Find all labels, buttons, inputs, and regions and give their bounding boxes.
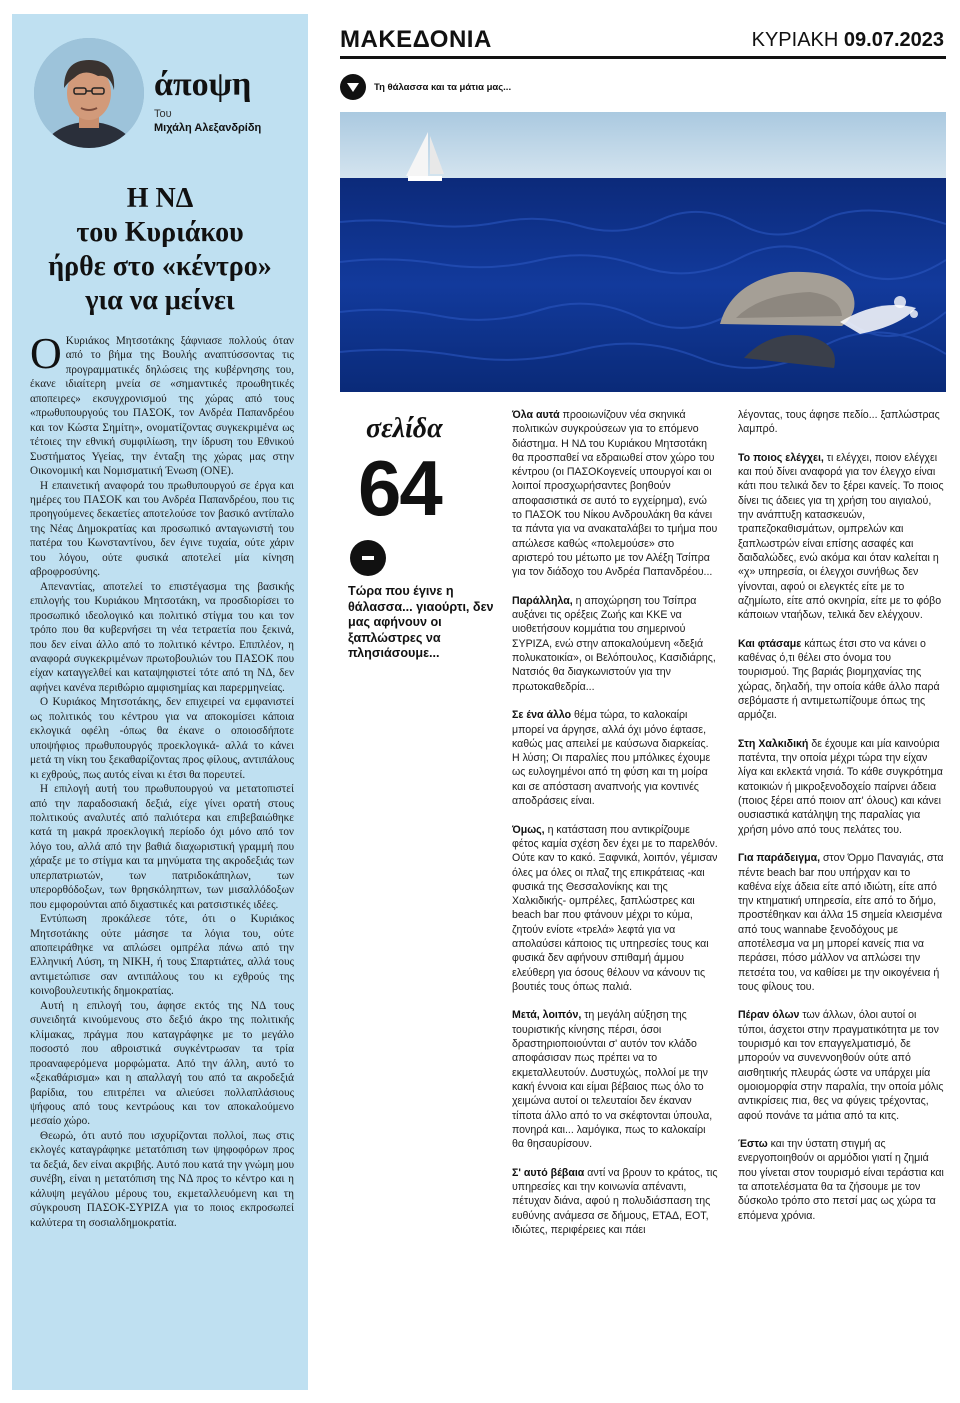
paragraph-lead: Για παράδειγμα, [738,852,821,865]
column-paragraph [512,708,718,808]
column-paragraph [738,408,944,437]
issue-day: ΚΥΡΙΑΚΗ [751,29,839,51]
paragraph-lead: Σε ένα άλλο [512,709,572,722]
column-paragraph [512,594,718,694]
paragraph-lead: Παράλληλα, [512,594,573,607]
paragraph-text: η αποχώρηση του Τσίπρα αυξάνει τις ορέξεις Ζωής και ΚΚΕ να υιοθετήσουν κομμάτια του σημερινού ΣΥΡΙΖΑ, ενώ στην αποκαλούμενη «δεξιά πολυκατοικία», οι Βελόπουλος, Κασιδιάρης, Νατσιός θα διαγκωνιστούν για την πρωτοκαθεδρία... [512,594,716,693]
section-label: άποψη [154,66,252,103]
column-paragraph [738,1137,944,1223]
paragraph-text: των άλλων, όλοι αυτοί οι τύποι, άσχετοι στην πραγματικότητα με τον τουρισμό και τον επαγγελματισμό, δε μπορούν να συνεννοηθούν ούτε από αισθητικής πλευράς ώστε να υπάρχει μία ομοιομορφία στην παραλία, την οποία μόλις αντικρίσεις πια, θες να φύγεις τρέχοντας, αφού πονάνε τα μάτια από τα κιτς. [738,1009,944,1122]
body-paragraph: Η επιλογή αυτή του πρωθυπουργού να μετατοπιστεί από την παραδοσιακή δεξιά, είχε γίνει ορατή στους πολιτικούς αναλυτές από παλιότερα και επιβεβαιώθηκε κατά τη μακρά προεκλογική περίοδο όχι μόνο από τον λόγο του, αλλά από την βαθιά διαχωριστική γραμμή που χάραξε με το στίγμα και τα μηνύματα της ακροδεξιάς των υπερπατριωτών, των πατριδοκάπηλων, των υπερορθόδοξων, των θρησκόληπτων, των μισαλλόδοξων που εμφορούνται από διχαστικές και ρατσιστικές ιδέες. [30,783,294,911]
paragraph-lead: Μετά, λοιπόν, [512,1009,582,1022]
body-paragraph: Η επαινετική αναφορά του πρωθυπουργού σε έργα και ημέρες του ΠΑΣΟΚ και του Ανδρέα Παπανδρέου, που τις προηγούμενες δεκαετίες αποτελούσε τον βασικό αντίπαλο της Νέας Δημοκρατίας και προσωπικό ανταγωνιστή του πατέρα του Κωνσταντίνου, δεν έγινε τυχαία, ούτε χάριν του λόγου, ούτε φυσικά αποτελεί μία κίνηση αβροφροσύνης. [30,479,294,579]
headline-line: του Κυριάκου [76,217,244,248]
column-paragraph [738,737,944,837]
page-word: σελίδα [366,413,443,444]
sea-photo [340,112,946,392]
body-paragraph: Ο Κυριάκος Μητσοτάκης, δεν επιχειρεί να εμφανιστεί ως πολιτικός του κέντρου για να αποκομίσει κάποια εκλογικά οφέλη -όπως θα έκανε ο οποιοσδήποτε υποψήφιος πρωθυπουργός προεκλογικά- αλλά το κάνει μετά τη νίκη του ξεκαθαρίζοντας προς φίλους, αντιπάλους κι εχθρούς, πως αυτός είναι κι έτσι θα πορευτεί. [30,696,294,781]
column-paragraph [738,451,944,623]
paragraph-lead: Και φτάσαμε [738,637,802,650]
photo-caption: Τη θάλασσα και τα μάτια μας... [374,82,512,93]
body-paragraph: Εντύπωση προκάλεσε τότε, ότι ο Κυριάκος Μητσοτάκης ούτε μάσησε τα λόγια του, ούτε αποπειράθηκε να απλώσει ομπρέλα πάνω από την Ελληνική Λύση, τη ΝΙΚΗ, ή τους Σπαρτιάτες, αλλά τους αντιμετώπισε σαν αντιπάλους του κι εχθρούς της κοινοβουλευτικής δημοκρατίας. [30,913,294,998]
paragraph-text: λέγοντας, τους άφησε πεδίο... ξαπλώστρας λαμπρό. [738,409,940,436]
paragraph-text: δε έχουμε και μία καινούρια πατέντα, την οποία μέχρι τώρα την είχαν λίγα και εκλεκτά νησιά. Το κάθε συγκρότημα κατοικιών ή μικροξενοδοχείο παίρνει άδεια (ποιος ξέρει από ποιον απ' όλους) και κάνει ουσιαστικά κατάληψη της παραλίας για χρήση μόνο από τους πελάτες του. [738,737,943,836]
author-name: Μιχάλη Αλεξανδρίδη [154,122,262,134]
paragraph-text: και την ύστατη στιγμή ας ενεργοποιηθούν οι αρμόδιοι γιατί η ζημιά που γίνεται στον τουρισμό είναι τεράστια και τα αποτελέσματα θα τα ζήσουμε με τον δύσκολο τρόπο στο πετσί μας ως χώρα τα επόμενα χρόνια. [738,1138,944,1222]
column-paragraph [512,823,718,995]
paragraph-text: κάπως έτσι στο να κάνει ο καθένας ό,τι θέλει στο όνομα του τουρισμού. Της βαριάς βιομηχανίας της χώρας, δηλαδή, την οποία κάθε άλλο παρά σεβόμαστε ή αντιμετωπίζουμε όπως της αρμόζει. [738,637,940,722]
paragraph-text: θέμα τώρα, το καλοκαίρι μπορεί να άργησε, αλλά όχι μόνο έφτασε, καθώς μας απειλεί με καύσωνα διαρκείας. Η λύση; Οι παραλίες που μπόλικες έχουμε ως ευλογημένοι από τη φύση και τη μοίρα και σε απόσταση αναπνοής για κοντινές αποδράσεις είναι. [512,709,711,808]
triangle-down-icon [340,74,366,100]
opinion-body [30,329,294,1230]
column-middle [512,408,718,1252]
body-paragraph: Αυτή η επιλογή του, άφησε εκτός της ΝΔ τους συνειδητά κινούμενους στο δεξιό άκρο της πολιτικής κλίμακας, πράγμα που καταγράφηκε με το μεγάλο ποσοστό που αθροιστικά συγκέντρωσαν τα τρία προαναφερόμενα μορφώματα. Από την άλλη, αυτό το «ξεκαθάρισμα» και η απαλλαγή του από τα ακροδεξιά βαρίδια, του επιτρέπει να αλιεύσει πολλαπλάσιους ψήφους από τους κεντρώους και τον αποκαλούμενο μεσαίο χώρο. [30,999,294,1128]
headline-line: ήρθε στο «κέντρο» [48,251,272,282]
author-photo-icon [34,38,144,148]
paragraph-lead: Στη Χαλκιδική [738,737,809,750]
paragraph-text: τι ελέγχει, ποιον ελέγχει και πού δίνει αναφορά για τον έλεγχο είναι κάτι που τελικά δεν το ξέρει κανείς. Το ποιος δίνει τις άδειες για τη χρήση του αιγιαλού, την ανάπτυξη κατασκευών, τραπεζοκαθισμάτων, ομπρελών και ξαπλωστρών είναι επίσης ασαφές και δαιδαλώδες, ενώ ακόμα και όταν καλείται η «χ» υπηρεσία, οι έλεγχοι συνήθως δεν γίνονται, αφού οι ελεγκτές είτε με το αζημίωτο, είτε από οκνηρία, είτε με το φόβο κάποιων νταήδων, τελικά δεν ελέγχουν. [738,451,944,622]
paragraph-text: η κατάσταση που αντικρίζουμε φέτος καμία σχέση δεν έχει με το παρελθόν. Ούτε καν το κακό. Ξαφνικά, λοιπόν, γέμισαν όλες μα όλες οι πλαζ της επικράτειας -και φυσικά της Θεσσαλονίκης και της Χαλκιδικής- ομπρέλες, ξαπλώστρες και beach bar που φτάνουν μέχρι το κύμα, ζητούν ενίοτε «τρελά» λεφτά για να απολαύσει κάποιος τις υπηρεσίες τους και φυσικά δεν αφήνουν σπιθαμή άμμου ελεύθερη για όσους θέλουν να κάνουν τις βουτιές τους όπως παλιά. [512,823,718,993]
author-portrait [34,38,144,148]
column-paragraph [512,1166,718,1237]
paragraph-text: στον Όρμο Παναγιάς, στα πέντε beach bar που υπήρχαν και το καθένα είχε άδεια είτε από ιδιώτη, είτε από την κτηματική υπηρεσία, είτε από το δήμο, προστέθηκαν και άλλα 15 σημεία κλεισμένα από τους wannabe ξενοδόχους με αποτέλεσμα να μη μπορεί κανείς πια να περάσει, πόσο μάλλον να απλώσει την πετσέτα του, να καθίσει με την οικογένεια ή τους φίλους του. [738,852,944,993]
paragraph-text: αντί να βρουν το κράτος, τις υπηρεσίες και την κοινωνία απέναντι, πέτυχαν διάνα, αφού η πολυδιάσπαση της ευθύνης ανάμεσα σε δήμους, ΕΤΑΔ, ΕΟΤ, ιδιώτες, περιφέρειες και πάει [512,1166,718,1236]
body-paragraph: Απεναντίας, αποτελεί το επιστέγασμα της βασικής επιλογής του Κυριάκου Μητσοτάκη, να προσδιορίσει το προσωπικό ιδεολογικό και πολιτικό στίγμα του και τον τρόπο που θα κυβερνήσει τη νέα τετραετία που ξεκινά, που δεν είναι άλλο από το πολιτικό κέντρο. Επιπλέον, η αναφορά συγκεκριμένων πρωτοβουλιών του ΠΑΣΟΚ που είχαν καταγγελθεί και καταψηφιστεί τότε από τη ΝΔ, δεν αφήνει κανένα περιθώριο αμφισημίας και παρερμηνείας. [30,580,294,694]
page-number: 64 [358,444,441,532]
paragraph-lead: Το ποιος ελέγχει, [738,451,824,464]
headline-line: Η ΝΔ [126,183,194,214]
column-right [738,408,944,1237]
paragraph-text: προοιωνίζουν νέα σκηνικά πολιτικών συγκρούσεων για το επόμενο διάστημα. Η ΝΔ του Κυριάκου Μητσοτάκη θα προσπαθεί να εδραιωθεί στον χώρο του κέντρου (οι ΠΑΣΟΚογενείς υπουργοί και οι λοιποί προσχωρήσαντες βοηθούν αποφασιστικά σε αυτό το εγχείρημα), ενώ το ΠΑΣΟΚ του Νίκου Ανδρουλάκη θα κάνει τα πάντα για να ανακαταλάβει το τμήμα που απώλεσε καθώς «πολεμούσε» στο αριστερό του μέτωπο με τον Αλέξη Τσίπρα για τον διάδοχο του Ανδρέα Παπανδρέου... [512,409,718,579]
page-number-box [340,405,485,535]
issue-date [752,29,944,52]
headline-line: για να μείνει [85,285,235,316]
byline-prefix: Του [154,108,172,120]
paragraph-text: Κυριάκος Μητσοτάκης ξάφνιασε πολλούς όταν από το βήμα της Βουλής αναπτύσσοντας τις προγραμματικές δηλώσεις της κυβέρνησης του, έκανε ιδιαίτερη μνεία σε «σημαντικές προωθητικές αποπειρες» εκσυγχρονισμού της χώρας από τους «πρωθυπουργούς του ΠΑΣΟΚ, τον Ανδρέα Παπανδρέου και τον Κώστα Σημίτη», ονοματίζοντας συγκεκριμένα ως τέτοιες την εθνική συμφιλίωση, την ίδρυση του Εθνικού Συστήματος Υγείας, την ένταξη της χώρας μας στην Οικονομική και Νομισματική Ένωση (ΟΝΕ). [30,335,294,478]
body-paragraph [30,329,294,479]
minus-circle-icon [350,540,386,576]
column-paragraph [738,851,944,994]
body-paragraph: Θεωρώ, ότι αυτό που ισχυρίζονται πολλοί, πως στις εκλογές καταγράφηκε μετατόπιση των ψηφοφόρων προς τα δεξιά, δεν είναι ακριβής. Αυτό που κατά την γνώμη μου συνέβη, είναι η μετατόπιση της ΝΔ προς το κέντρο και η κάλυψη μεγάλου μέρους του, εκμεταλλευόμενη και τη σύγκρουση ΠΑΣΟΚ-ΣΥΡΙΖΑ για το ποιος εκπροσωπεί καλύτερα τη σοσιαλδημοκρατία. [30,1129,294,1229]
column-paragraph [738,637,944,723]
paragraph-lead: Σ' αυτό βέβαια [512,1166,585,1179]
masthead-divider [340,56,946,59]
paragraph-lead: Όμως, [512,823,545,836]
column-paragraph [512,1008,718,1151]
opinion-headline [22,182,298,318]
opinion-column [12,14,308,1390]
column-paragraph [512,408,718,580]
drop-cap: Ο [30,329,62,378]
newspaper-title: ΜΑΚΕΔΟΝΙΑ [340,26,492,53]
column-paragraph [738,1008,944,1122]
paragraph-lead: Έστω [738,1138,768,1151]
paragraph-lead: Πέραν όλων [738,1009,800,1022]
paragraph-lead: Όλα αυτά [512,409,560,421]
pull-quote: Τώρα που έγινε η θάλασσα... γιαούρτι, δεν μας αφήνουν οι ξαπλώστρες να πλησιάσουμε... [348,584,494,661]
paragraph-text: τη μεγάλη αύξηση της τουριστικής κίνησης πέρσι, όσοι δραστηριοποιούνται σ' αυτόν τον κλάδο αποφάσισαν πως πρέπει να το εκμεταλλευτούν. Δυστυχώς, πολλοί με την κακή έννοια και είμαι βέβαιος πως όλο το χειμώνα αυτοί οι τελευταίοι δεν έκαναν τίποτα άλλο από το να σκέφτονται ύπουλα, πονηρά και... λαμόγικα, πως το καλοκαίρι θα θησαυρίσουν. [512,1009,713,1151]
issue-date-value: 09.07.2023 [843,29,944,51]
sea-sailboat-image-icon [340,112,946,392]
